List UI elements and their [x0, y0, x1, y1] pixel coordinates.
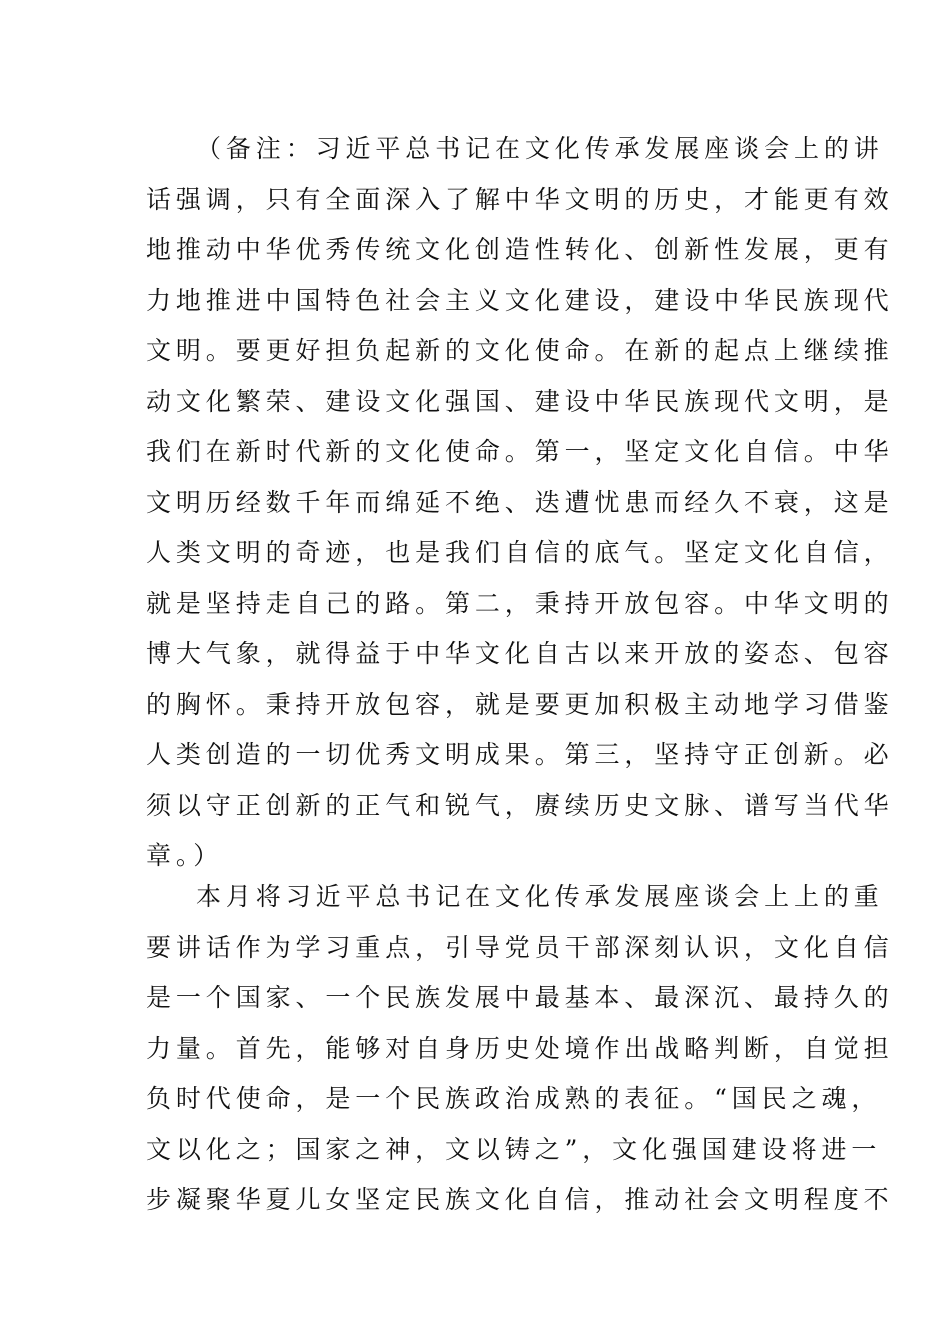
paragraph-line: 负时代使命，是一个民族政治成熟的表征。“国民之魂，	[146, 1084, 882, 1113]
paragraph-line: 章。）	[146, 841, 224, 870]
paragraph-line: 地推动中华优秀传统文化创造性转化、创新性发展，更有	[146, 235, 894, 264]
paragraph-line: 文明。要更好担负起新的文化使命。在新的起点上继续推	[146, 336, 894, 365]
paragraph-line: 是一个国家、一个民族发展中最基本、最深沉、最持久的	[146, 983, 894, 1012]
paragraph-line: （备注：习近平总书记在文化传承发展座谈会上的讲	[196, 134, 884, 163]
paragraph-line: 动文化繁荣、建设文化强国、建设中华民族现代文明，是	[146, 386, 894, 416]
paragraph-line: 力量。首先，能够对自身历史处境作出战略判断，自觉担	[146, 1033, 894, 1063]
paragraph-line: 文明历经数千年而绵延不绝、迭遭忧患而经久不衰，这是	[146, 487, 894, 517]
paragraph-line: 力地推进中国特色社会主义文化建设，建设中华民族现代	[146, 285, 894, 315]
paragraph-line: 人类创造的一切优秀文明成果。第三，坚持守正创新。必	[146, 740, 894, 769]
paragraph-line: 文以化之；国家之神，文以铸之”，文化强国建设将进一	[146, 1134, 882, 1164]
paragraph-note	[146, 124, 894, 882]
paragraph-line: 博大气象，就得益于中华文化自古以来开放的姿态、包容	[146, 639, 894, 668]
paragraph-line: 我们在新时代新的文化使命。第一，坚定文化自信。中华	[146, 437, 894, 466]
paragraph-line: 要讲话作为学习重点，引导党员干部深刻认识，文化自信	[146, 932, 894, 962]
paragraph-line: 人类文明的奇迹，也是我们自信的底气。坚定文化自信，	[146, 538, 894, 567]
paragraph-line: 须以守正创新的正气和锐气，赓续历史文脉、谱写当代华	[146, 790, 894, 820]
paragraph-line: 本月将习近平总书记在文化传承发展座谈会上上的重	[196, 882, 884, 911]
paragraph-line: 就是坚持走自己的路。第二，秉持开放包容。中华文明的	[146, 588, 894, 618]
paragraph-line: 话强调，只有全面深入了解中华文明的历史，才能更有效	[146, 184, 894, 214]
paragraph-line: 步凝聚华夏儿女坚定民族文化自信，推动社会文明程度不	[146, 1185, 894, 1214]
paragraph-line: 的胸怀。秉持开放包容，就是要更加积极主动地学习借鉴	[146, 689, 894, 719]
paragraph-main	[146, 872, 894, 1226]
